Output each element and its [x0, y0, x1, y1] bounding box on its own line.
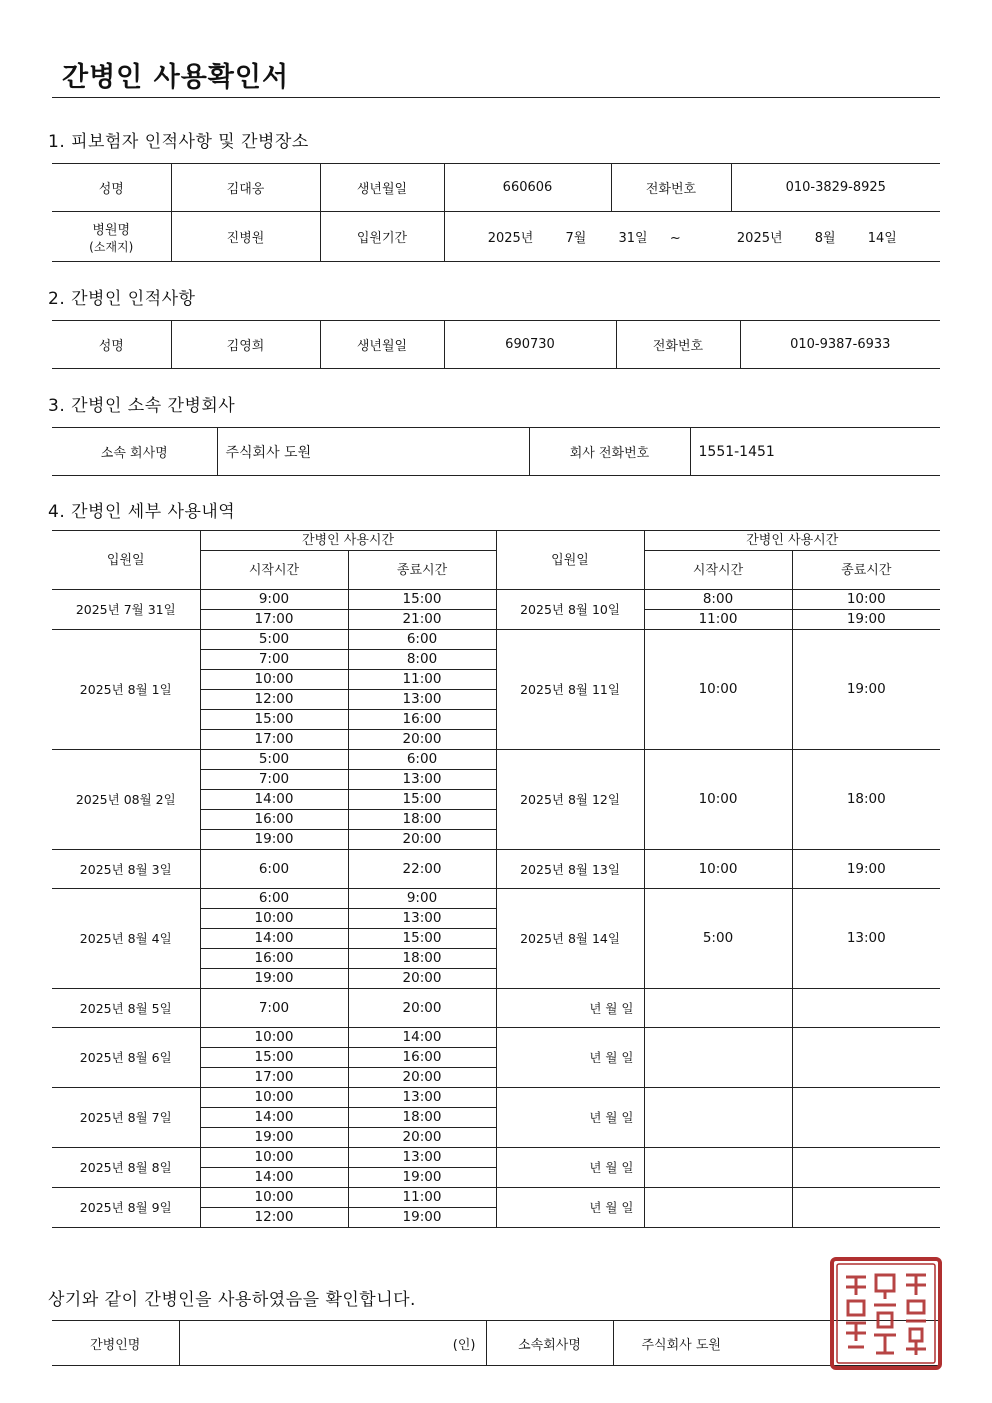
section1-heading: 1. 피보험자 인적사항 및 간병장소 — [48, 132, 309, 152]
company-seal-stamp — [830, 1257, 942, 1370]
end-time-left: 13:00 — [348, 690, 496, 710]
admission-date-left: 2025년 8월 8일 — [52, 1148, 200, 1188]
caregiver-birth-label: 생년월일 — [320, 321, 444, 369]
insured-birth: 660606 — [444, 164, 611, 212]
admission-date-right[interactable]: 년 월 일 — [496, 1088, 644, 1148]
start-time-left: 7:00 — [200, 989, 348, 1028]
company-sign-label: 소속회사명 — [486, 1321, 613, 1366]
end-time-left: 16:00 — [348, 710, 496, 730]
admission-date-left: 2025년 8월 6일 — [52, 1028, 200, 1088]
admission-date-right: 2025년 8월 10일 — [496, 590, 644, 630]
start-time-left: 5:00 — [200, 750, 348, 770]
period-end-day: 14일 — [867, 231, 897, 246]
start-time-right[interactable] — [644, 1148, 792, 1188]
start-time-left: 7:00 — [200, 770, 348, 790]
end-time-left: 19:00 — [348, 1168, 496, 1188]
caregiver-sign-label: 간병인명 — [52, 1321, 179, 1366]
caregiver-name: 김영희 — [171, 321, 320, 369]
admission-date-right: 2025년 8월 13일 — [496, 850, 644, 889]
start-time-left: 17:00 — [200, 1068, 348, 1088]
start-time-right: 5:00 — [644, 889, 792, 989]
usage-row — [52, 1188, 940, 1208]
end-time-right: 19:00 — [792, 850, 940, 889]
start-time-right[interactable] — [644, 989, 792, 1028]
end-time-right: 18:00 — [792, 750, 940, 850]
col-start-left: 시작시간 — [200, 551, 348, 590]
start-time-left: 19:00 — [200, 830, 348, 850]
end-time-right: 10:00 — [792, 590, 940, 610]
start-time-left: 16:00 — [200, 949, 348, 969]
start-time-right: 10:00 — [644, 630, 792, 750]
end-time-left: 21:00 — [348, 610, 496, 630]
start-time-left: 14:00 — [200, 929, 348, 949]
start-time-left: 15:00 — [200, 1048, 348, 1068]
company-info-table — [52, 427, 940, 476]
end-time-left: 19:00 — [348, 1208, 496, 1228]
col-time-right: 간병인 사용시간 — [644, 531, 940, 551]
usage-row — [52, 1088, 940, 1108]
period-start-year: 2025년 — [487, 231, 534, 246]
start-time-left: 15:00 — [200, 710, 348, 730]
end-time-left: 20:00 — [348, 969, 496, 989]
end-time-left: 15:00 — [348, 929, 496, 949]
insured-phone: 010-3829-8925 — [731, 164, 940, 212]
end-time-left: 20:00 — [348, 989, 496, 1028]
period-end-month: 8월 — [814, 231, 836, 246]
caregiver-phone-label: 전화번호 — [616, 321, 740, 369]
period-start-month: 7월 — [565, 231, 587, 246]
admission-date-right[interactable]: 년 월 일 — [496, 1028, 644, 1088]
col-time-left: 간병인 사용시간 — [200, 531, 496, 551]
end-time-left: 6:00 — [348, 630, 496, 650]
period-tilde: ~ — [669, 231, 681, 246]
end-time-left: 20:00 — [348, 1128, 496, 1148]
admission-date-left: 2025년 8월 1일 — [52, 630, 200, 750]
title-underline — [52, 97, 940, 98]
end-time-left: 14:00 — [348, 1028, 496, 1048]
end-time-left: 22:00 — [348, 850, 496, 889]
period-end-year: 2025년 — [736, 231, 783, 246]
end-time-left: 13:00 — [348, 1148, 496, 1168]
end-time-left: 18:00 — [348, 810, 496, 830]
start-time-left: 10:00 — [200, 670, 348, 690]
document-title: 간병인 사용확인서 — [62, 62, 290, 93]
caregiver-name-label: 성명 — [52, 321, 171, 369]
admission-date-left: 2025년 08월 2일 — [52, 750, 200, 850]
start-time-left: 17:00 — [200, 730, 348, 750]
end-time-left: 20:00 — [348, 730, 496, 750]
hospital-label-sub: (소재지) — [89, 239, 134, 254]
end-time-left: 11:00 — [348, 670, 496, 690]
end-time-right[interactable] — [792, 1028, 940, 1088]
admission-date-left: 2025년 8월 4일 — [52, 889, 200, 989]
end-time-right: 19:00 — [792, 630, 940, 750]
start-time-left: 16:00 — [200, 810, 348, 830]
end-time-left: 8:00 — [348, 650, 496, 670]
end-time-left: 9:00 — [348, 889, 496, 909]
col-end-right: 종료시간 — [792, 551, 940, 590]
company-phone: 1551-1451 — [690, 428, 940, 476]
end-time-right[interactable] — [792, 989, 940, 1028]
end-time-left: 11:00 — [348, 1188, 496, 1208]
start-time-right: 10:00 — [644, 750, 792, 850]
start-time-right: 8:00 — [644, 590, 792, 610]
start-time-right[interactable] — [644, 1088, 792, 1148]
section3-heading: 3. 간병인 소속 간병회사 — [48, 396, 236, 416]
usage-detail-table — [52, 530, 940, 1228]
admission-date-left: 2025년 8월 5일 — [52, 989, 200, 1028]
admission-date-right: 2025년 8월 11일 — [496, 630, 644, 750]
start-time-left: 6:00 — [200, 889, 348, 909]
col-start-right: 시작시간 — [644, 551, 792, 590]
start-time-left: 12:00 — [200, 1208, 348, 1228]
caregiver-phone: 010-9387-6933 — [740, 321, 940, 369]
admission-date-right[interactable]: 년 월 일 — [496, 1148, 644, 1188]
usage-row — [52, 590, 940, 610]
admission-date-right: 2025년 8월 12일 — [496, 750, 644, 850]
col-date-right: 입원일 — [496, 531, 644, 590]
caregiver-birth: 690730 — [444, 321, 616, 369]
start-time-right[interactable] — [644, 1028, 792, 1088]
usage-row — [52, 850, 940, 889]
usage-row — [52, 630, 940, 650]
end-time-right: 13:00 — [792, 889, 940, 989]
admission-date-left: 2025년 7월 31일 — [52, 590, 200, 630]
start-time-left: 17:00 — [200, 610, 348, 630]
end-time-left: 16:00 — [348, 1048, 496, 1068]
usage-row — [52, 989, 940, 1028]
admission-date-right: 2025년 8월 14일 — [496, 889, 644, 989]
insured-name: 김대웅 — [171, 164, 320, 212]
start-time-left: 19:00 — [200, 969, 348, 989]
start-time-left: 9:00 — [200, 590, 348, 610]
admission-date-left: 2025년 8월 7일 — [52, 1088, 200, 1148]
hospital-label — [52, 212, 171, 262]
end-time-left: 20:00 — [348, 830, 496, 850]
admission-date-right[interactable]: 년 월 일 — [496, 1188, 644, 1228]
confirmation-statement: 상기와 같이 간병인을 사용하였음을 확인합니다. — [48, 1290, 416, 1310]
start-time-left: 6:00 — [200, 850, 348, 889]
section2-heading: 2. 간병인 인적사항 — [48, 289, 196, 309]
caregiver-info-table — [52, 320, 940, 369]
end-time-left: 18:00 — [348, 949, 496, 969]
start-time-left: 14:00 — [200, 1108, 348, 1128]
end-time-left: 18:00 — [348, 1108, 496, 1128]
hospital-name: 진병원 — [171, 212, 320, 262]
end-time-left: 13:00 — [348, 770, 496, 790]
end-time-left: 20:00 — [348, 1068, 496, 1088]
end-time-left: 13:00 — [348, 909, 496, 929]
usage-row — [52, 1028, 940, 1048]
company-sign-name: 주식회사 도원 — [613, 1321, 940, 1366]
start-time-right[interactable] — [644, 1188, 792, 1228]
col-end-left: 종료시간 — [348, 551, 496, 590]
company-name: 주식회사 도원 — [217, 428, 529, 476]
end-time-left: 13:00 — [348, 1088, 496, 1108]
insured-name-label: 성명 — [52, 164, 171, 212]
usage-row — [52, 1148, 940, 1168]
start-time-left: 14:00 — [200, 1168, 348, 1188]
col-date-left: 입원일 — [52, 531, 200, 590]
end-time-right: 19:00 — [792, 610, 940, 630]
company-name-label: 소속 회사명 — [52, 428, 217, 476]
start-time-left: 14:00 — [200, 790, 348, 810]
start-time-left: 12:00 — [200, 690, 348, 710]
seal-mark: (인) — [452, 1337, 476, 1353]
start-time-right: 11:00 — [644, 610, 792, 630]
start-time-left: 5:00 — [200, 630, 348, 650]
insured-info-table — [52, 163, 940, 262]
end-time-left: 15:00 — [348, 790, 496, 810]
start-time-left: 10:00 — [200, 1188, 348, 1208]
end-time-right[interactable] — [792, 1088, 940, 1148]
insured-phone-label: 전화번호 — [611, 164, 731, 212]
admission-date-left: 2025년 8월 9일 — [52, 1188, 200, 1228]
admission-period-label: 입원기간 — [320, 212, 444, 262]
start-time-left: 10:00 — [200, 909, 348, 929]
period-start-day: 31일 — [618, 231, 648, 246]
admission-date-left: 2025년 8월 3일 — [52, 850, 200, 889]
usage-row — [52, 889, 940, 909]
admission-period — [444, 212, 940, 262]
start-time-left: 7:00 — [200, 650, 348, 670]
insured-birth-label: 생년월일 — [320, 164, 444, 212]
caregiver-sign-field[interactable] — [179, 1321, 486, 1366]
end-time-right[interactable] — [792, 1148, 940, 1188]
hospital-label-main: 병원명 — [92, 222, 131, 238]
end-time-right[interactable] — [792, 1188, 940, 1228]
start-time-left: 19:00 — [200, 1128, 348, 1148]
start-time-right: 10:00 — [644, 850, 792, 889]
start-time-left: 10:00 — [200, 1088, 348, 1108]
end-time-left: 15:00 — [348, 590, 496, 610]
start-time-left: 10:00 — [200, 1148, 348, 1168]
end-time-left: 6:00 — [348, 750, 496, 770]
admission-date-right[interactable]: 년 월 일 — [496, 989, 644, 1028]
signature-table — [52, 1320, 940, 1366]
section4-heading: 4. 간병인 세부 사용내역 — [48, 502, 236, 522]
start-time-left: 10:00 — [200, 1028, 348, 1048]
company-phone-label: 회사 전화번호 — [529, 428, 690, 476]
usage-row — [52, 750, 940, 770]
